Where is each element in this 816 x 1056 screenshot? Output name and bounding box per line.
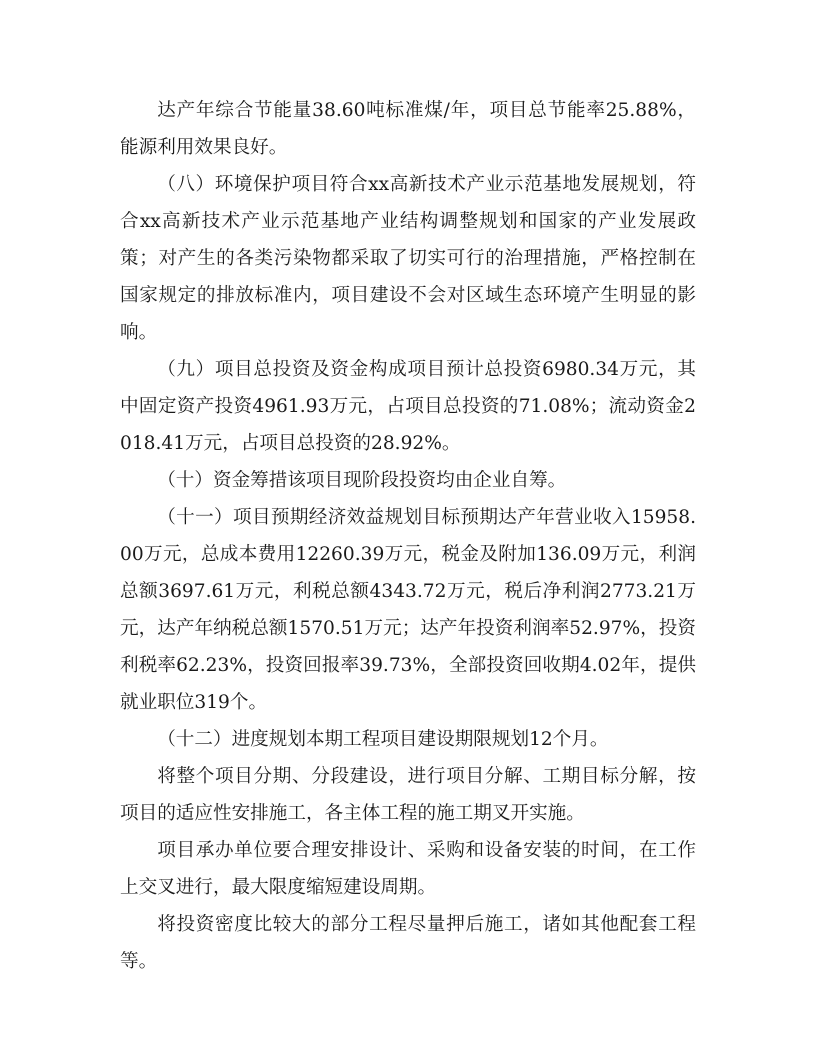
paragraph-procurement-timing: 项目承办单位要合理安排设计、采购和设备安装的时间，在工作上交叉进行，最大限度缩短建设周期。 [120, 840, 696, 898]
paragraph-total-investment: （九）项目总投资及资金构成项目预计总投资6980.34万元，其中固定资产投资4961.93万元，占项目总投资的71.08%；流动资金2018.41万元，占项目总投资的28.92%。 [120, 359, 696, 454]
document-page [120, 92, 696, 980]
paragraph-deferred-works: 将投资密度比较大的部分工程尽量押后施工，诸如其他配套工程等。 [120, 914, 696, 972]
paragraph-phased-construction: 将整个项目分期、分段建设，进行项目分解、工期目标分解，按项目的适应性安排施工，各主体工程的施工期叉开实施。 [120, 766, 696, 824]
paragraph-environmental-protection: （八）环境保护项目符合xx高新技术产业示范基地发展规划，符合xx高新技术产业示范基地产业结构调整规划和国家的产业发展政策；对产生的各类污染物都采取了切实可行的治理措施，严格控制在国家规定的排放标准内，项目建设不会对区域生态环境产生明显的影响。 [120, 174, 696, 343]
paragraph-economic-benefits: （十一）项目预期经济效益规划目标预期达产年营业收入15958.00万元，总成本费用12260.39万元，税金及附加136.09万元，利润总额3697.61万元，利税总额4343.72万元，税后净利润2773.21万元，达产年纳税总额1570.51万元；达产年投资利润率52.97%，投资利税率62.23%，投资回报率39.73%，全部投资回收期4.02年，提供就业职位319个。 [120, 507, 696, 713]
paragraph-fund-raising: （十）资金筹措该项目现阶段投资均由企业自筹。 [157, 470, 567, 491]
paragraph-schedule-plan: （十二）进度规划本期工程项目建设期限规划12个月。 [157, 729, 609, 750]
paragraph-energy-saving: 达产年综合节能量38.60吨标准煤/年，项目总节能率25.88%，能源利用效果良好。 [120, 100, 696, 158]
